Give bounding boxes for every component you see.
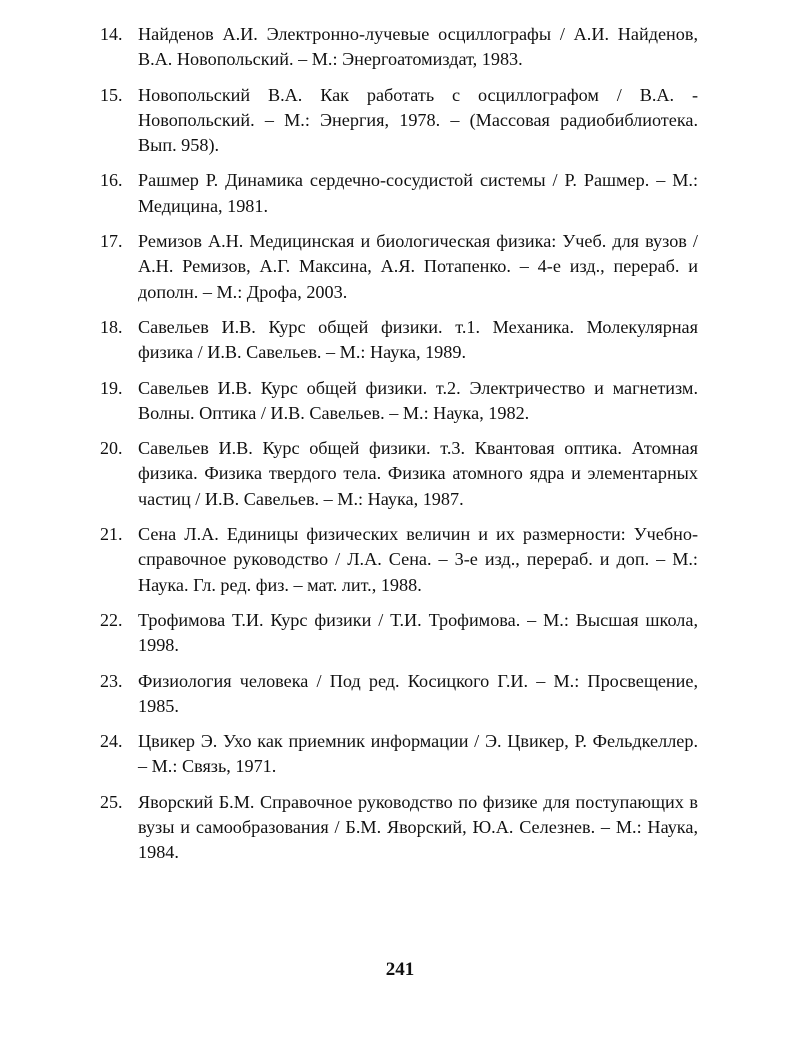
reference-item	[100, 229, 698, 305]
reference-text: Новопольский В.А. Как работать с осциллографом / В.А. - Новопольский. – М.: Энергия, 1978. – (Массовая радиобиблиотека. Вып. 958).	[138, 84, 698, 156]
reference-item	[100, 168, 698, 219]
reference-text: Физиология человека / Под ред. Косицкого Г.И. – М.: Просвещение, 1985.	[138, 670, 698, 716]
reference-number: 21.	[100, 524, 123, 545]
reference-text: Савельев И.В. Курс общей физики. т.2. Электричество и магнетизм. Волны. Оптика / И.В. Савельев. – М.: Наука, 1982.	[138, 377, 698, 423]
reference-number: 15.	[100, 84, 123, 105]
reference-number: 17.	[100, 231, 123, 252]
reference-text: Трофимова Т.И. Курс физики / Т.И. Трофимова. – М.: Высшая школа, 1998.	[138, 609, 698, 656]
reference-item	[100, 608, 698, 659]
reference-list	[100, 22, 698, 876]
reference-text: Ремизов А.Н. Медицинская и биологическая физика: Учеб. для вузов / А.Н. Ремизов, А.Г. Максина, А.Я. Потапенко. – 4-е изд., перераб. и дополн. – М.: Дрофа, 2003.	[138, 231, 698, 302]
reference-text: Найденов А.И. Электронно-лучевые осциллографы / А.И. Найденов, В.А. Новопольский. – М.: Энергоатомиздат, 1983.	[138, 24, 698, 70]
reference-text: Рашмер Р. Динамика сердечно-сосудистой системы / Р. Рашмер. – М.: Медицина, 1981.	[138, 170, 698, 216]
reference-item	[100, 729, 698, 780]
reference-item	[100, 376, 698, 427]
page-number: 241	[385, 959, 415, 980]
reference-number: 22.	[100, 609, 123, 630]
reference-number: 20.	[100, 438, 123, 459]
reference-item	[100, 790, 698, 866]
reference-number: 19.	[100, 377, 123, 398]
reference-text: Яворский Б.М. Справочное руководство по физике для поступающих в вузы и самообразования / Б.М. Яворский, Ю.А. Селезнев. – М.: Наука, 1984.	[138, 791, 698, 863]
reference-number: 16.	[100, 170, 123, 191]
reference-item	[100, 315, 698, 366]
reference-item	[100, 669, 698, 720]
reference-item	[100, 522, 698, 598]
reference-text: Савельев И.В. Курс общей физики. т.3. Квантовая оптика. Атомная физика. Физика твердого тела. Физика атомного ядра и элементарных частиц / И.В. Савельев. – М.: Наука, 1987.	[138, 438, 698, 509]
reference-number: 18.	[100, 316, 123, 337]
reference-text: Цвикер Э. Ухо как приемник информации / Э. Цвикер, Р. Фельдкеллер. – М.: Связь, 1971.	[138, 731, 698, 777]
reference-text: Савельев И.В. Курс общей физики. т.1. Механика. Молекулярная физика / И.В. Савельев. – М.: Наука, 1989.	[138, 316, 698, 363]
reference-number: 23.	[100, 670, 123, 691]
reference-text: Сена Л.А. Единицы физических величин и их размерности: Учебно-справочное руководство / Л.А. Сена. – 3-е изд., перераб. и доп. – М.: Наука. Гл. ред. физ. – мат. лит., 1988.	[138, 524, 698, 595]
reference-number: 25.	[100, 791, 123, 812]
reference-number: 14.	[100, 24, 123, 44]
reference-item	[100, 83, 698, 159]
reference-item	[100, 22, 698, 73]
reference-item	[100, 436, 698, 512]
reference-number: 24.	[100, 731, 123, 752]
